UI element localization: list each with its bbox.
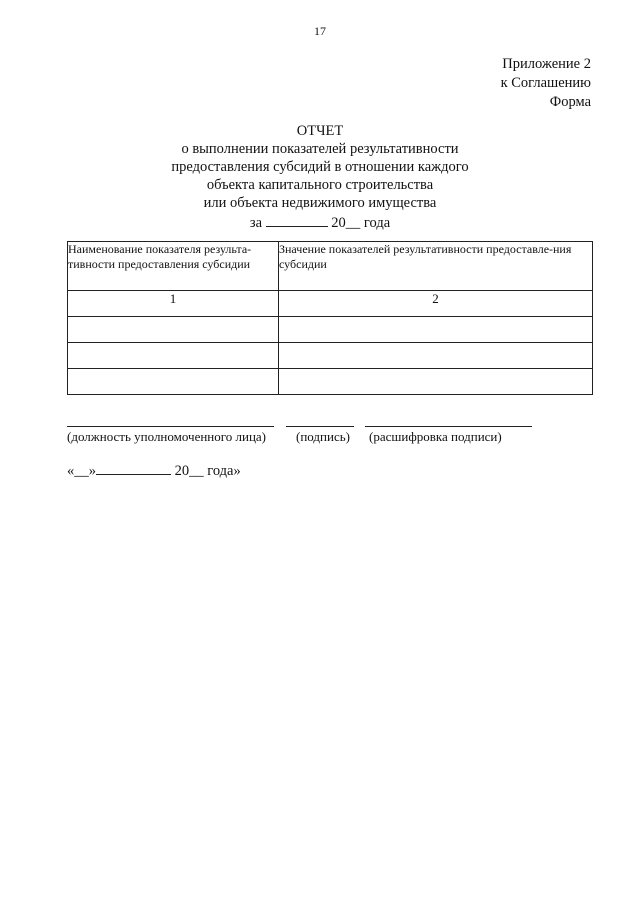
annex-label: Приложение 2 [502, 56, 591, 72]
date-suffix: года» [207, 463, 241, 479]
table-cell[interactable] [68, 343, 279, 369]
column-number-2: 2 [279, 291, 593, 317]
table-cell[interactable] [279, 369, 593, 395]
report-title-line-4: или объекта недвижимого имущества [203, 195, 437, 211]
report-period [0, 212, 640, 232]
header-indicator-name: Наименование показателя результа-тивности предоставления субсидии [68, 242, 279, 291]
report-heading: ОТЧЕТ [296, 123, 344, 139]
decoding-line [365, 426, 532, 427]
position-line [67, 426, 274, 427]
period-year: 20__ года [331, 215, 391, 231]
annex-agreement-label: к Соглашению [500, 75, 591, 91]
column-numbers-row [68, 291, 593, 317]
header-indicator-value: Значение показателей результативности предоставле-ния субсидии [279, 242, 593, 291]
date-line [67, 460, 241, 480]
report-title-line-2: предоставления субсидий в отношении каждого [171, 159, 469, 175]
date-year-prefix: 20 [174, 463, 190, 479]
column-number-1: 1 [68, 291, 279, 317]
table-header-row [68, 242, 593, 291]
period-blank [266, 212, 328, 227]
table-cell[interactable] [68, 369, 279, 395]
table-row [68, 343, 593, 369]
period-prefix: за [249, 215, 263, 231]
decoding-label: (расшифровка подписи) [369, 429, 502, 444]
position-label: (должность уполномоченного лица) [67, 429, 267, 444]
signature-line [286, 426, 354, 427]
date-month-blank [96, 460, 171, 475]
date-close-quote: » [88, 463, 96, 479]
report-title-line-3: объекта капитального строительства [206, 177, 434, 193]
date-day-blank: __ [74, 463, 89, 479]
table-row [68, 369, 593, 395]
date-year-blank: __ [189, 463, 204, 479]
table-cell[interactable] [279, 317, 593, 343]
indicators-table [67, 241, 593, 395]
table-cell[interactable] [68, 317, 279, 343]
table-row [68, 317, 593, 343]
page-number: 17 [314, 24, 326, 38]
signature-label: (подпись) [296, 429, 350, 444]
form-label: Форма [549, 94, 591, 110]
report-title-line-1: о выполнении показателей результативности [181, 141, 459, 157]
date-open-quote: « [67, 463, 75, 479]
report-title [0, 122, 640, 232]
table-cell[interactable] [279, 343, 593, 369]
